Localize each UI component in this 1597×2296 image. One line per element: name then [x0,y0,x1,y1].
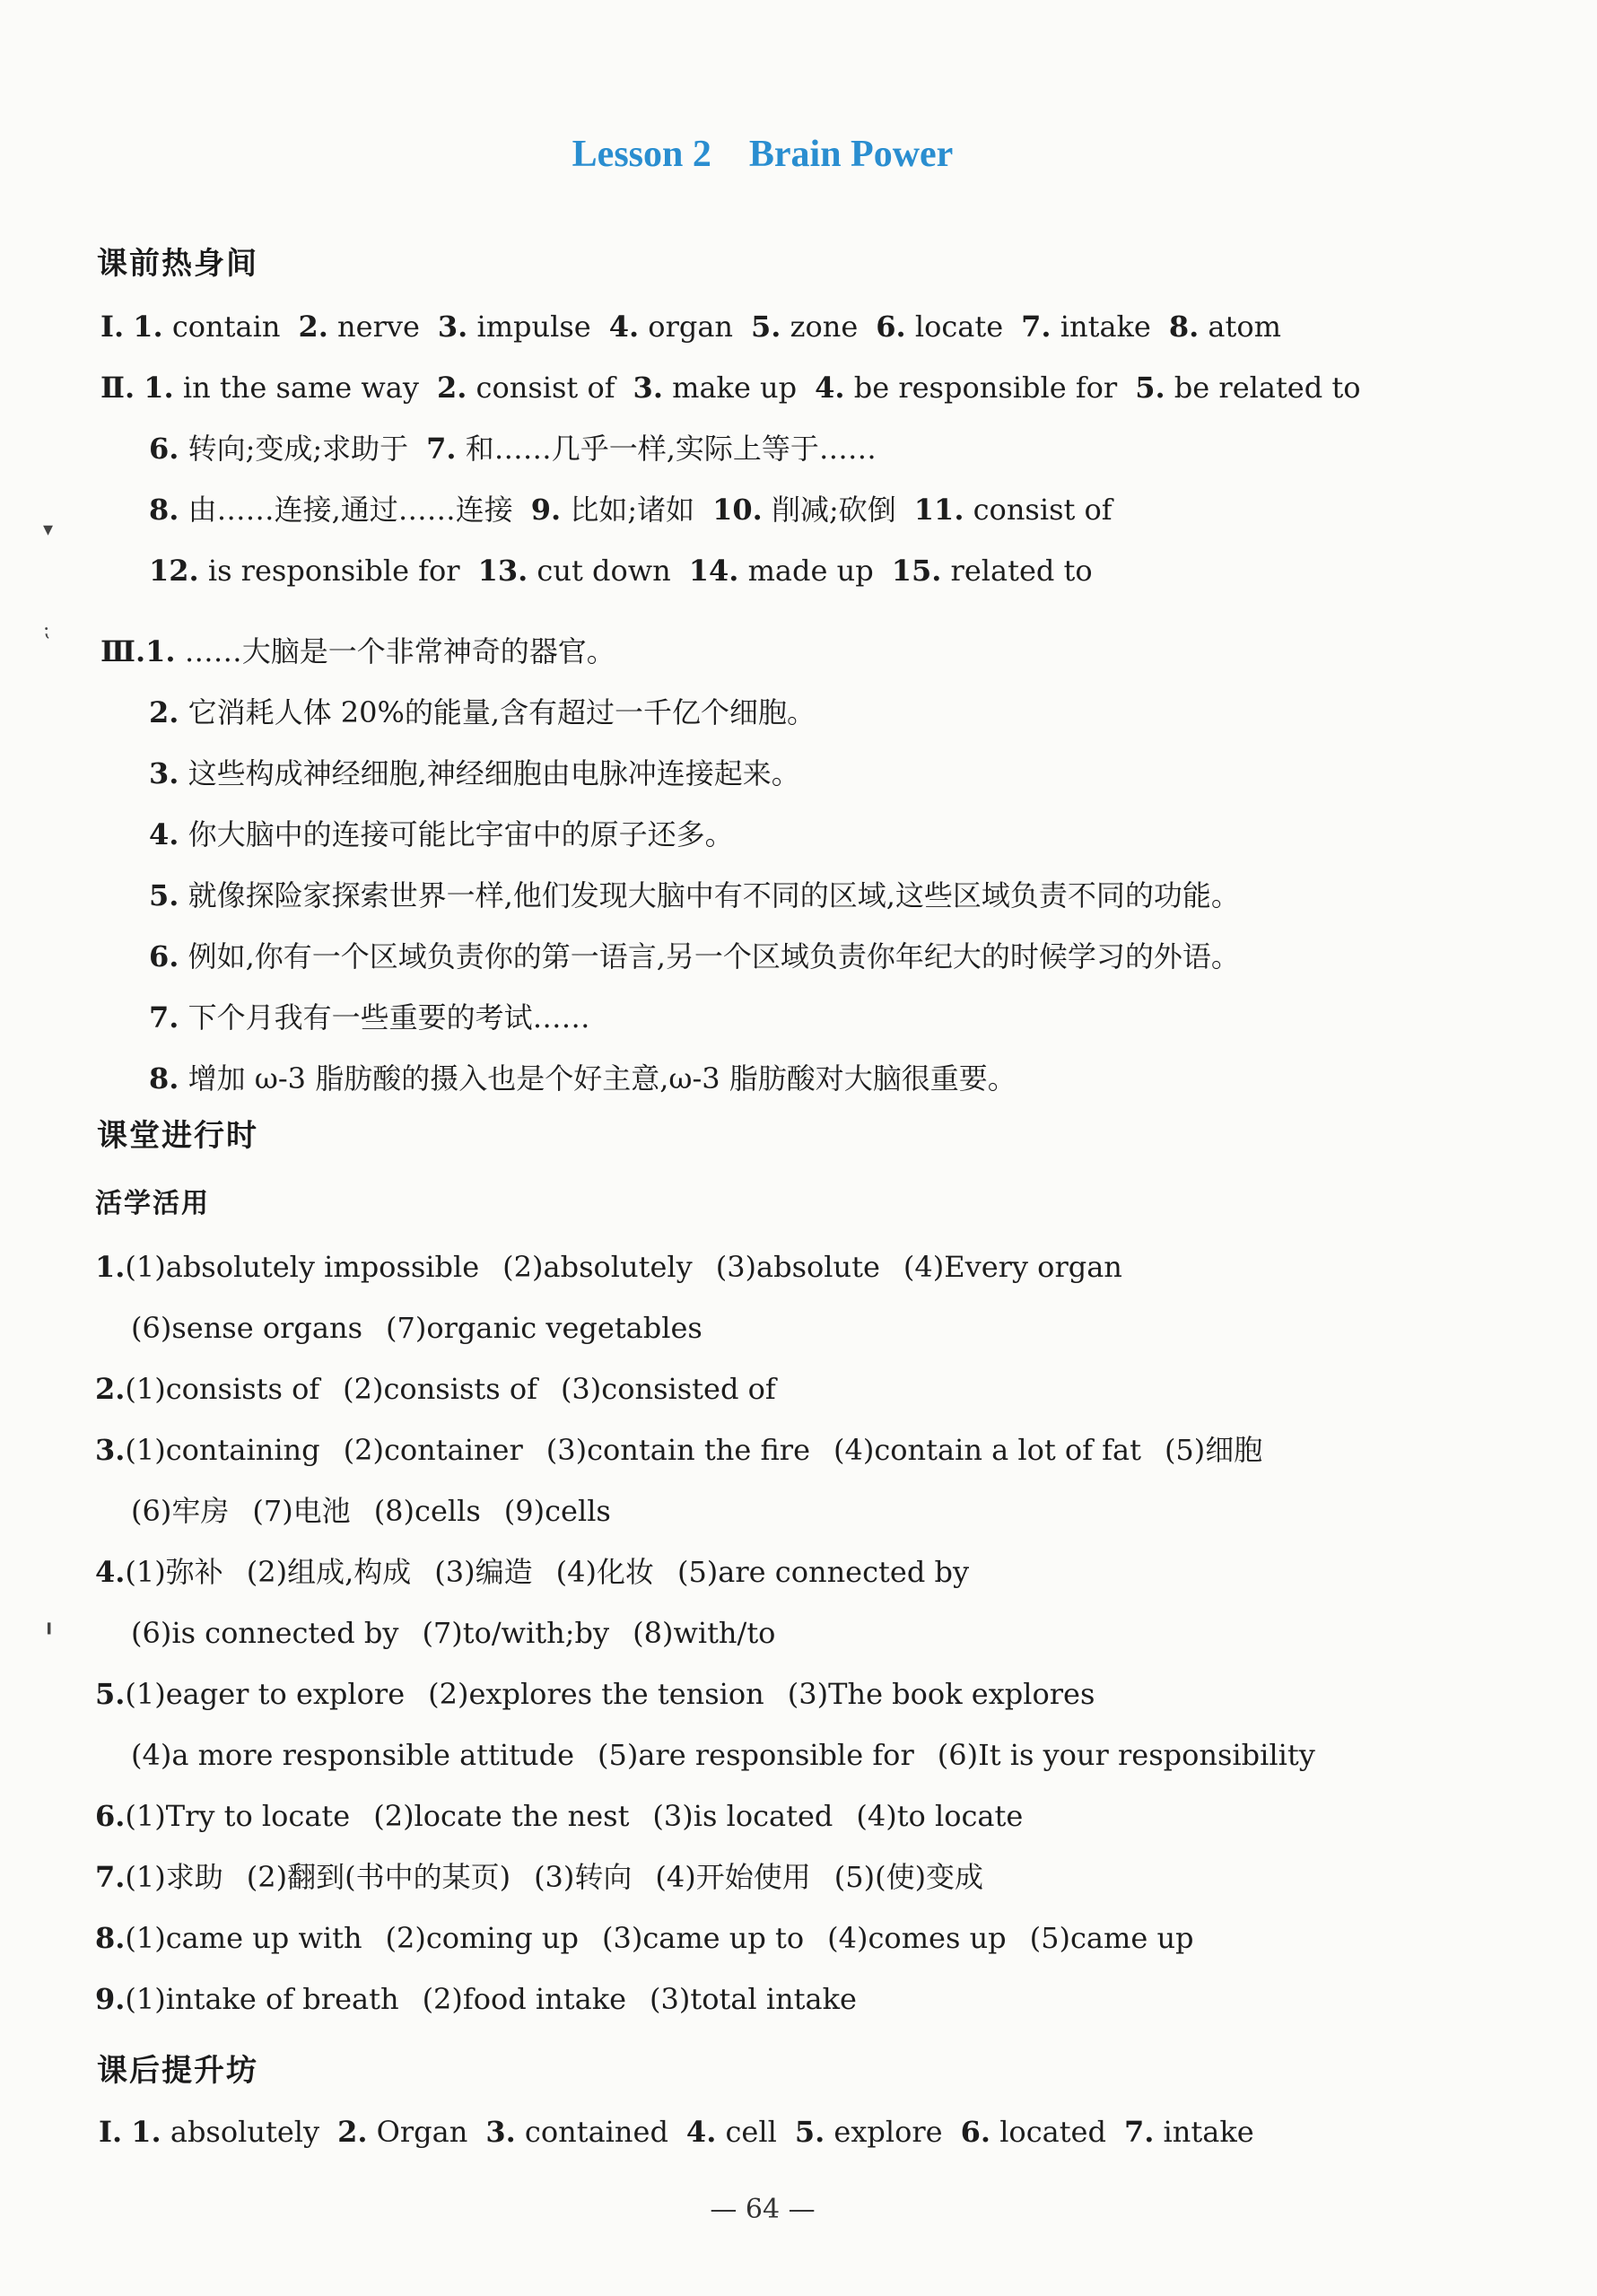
answer-item [438,309,591,345]
answer-item [1169,309,1281,345]
item-number: 6. [960,2115,991,2149]
answer-item [531,492,694,528]
section-warmup-heading: 课前热身间 [97,246,258,282]
practice-answer: (6)牢房 [131,1494,230,1528]
translation-row [149,1000,590,1035]
practice-answer: (3)absolute [715,1250,880,1284]
answer-item [149,553,460,589]
answer-item [478,553,671,589]
item-text: consist of [973,493,1113,527]
answer-item [914,492,1113,528]
practice-answer: (1)consists of [125,1372,320,1406]
translation-row [149,755,800,791]
item-number: 7. [1123,2115,1155,2149]
practice-answer: (3)consisted of [560,1372,776,1406]
answer-item [961,2114,1106,2150]
practice-row [131,1615,775,1651]
item-number: 5. [794,2115,825,2149]
practice-answer: (5)are responsible for [598,1738,914,1772]
practice-answer: (6)sense organs [131,1311,362,1345]
practice-answer: (5)细胞 [1164,1433,1263,1467]
item-number: 5. [751,310,781,344]
item-number: 8. [1168,310,1200,344]
item-number: 5. [95,1677,126,1711]
practice-answer: (7)organic vegetables [385,1311,703,1345]
practice-answer: (1)came up with [125,1921,362,1955]
item-text: located [999,2115,1106,2149]
margin-mark: ▾ [43,519,54,541]
item-number: 1. [144,371,174,405]
practice-row [95,1432,1262,1468]
practice-answer: (1)求助 [125,1860,223,1894]
item-number: 3. [633,371,663,405]
item-number: 1. [145,634,176,668]
part2-row-3 [149,492,1113,528]
translation-row [149,816,734,852]
item-text: contained [524,2115,668,2149]
item-text: intake [1060,310,1151,344]
practice-row [131,1493,611,1529]
practice-answer: (2)explores the tension [428,1677,764,1711]
practice-answer: (6)is connected by [131,1616,399,1650]
roman-numeral: Ⅱ [100,371,125,405]
practice-answer: (1)absolutely impossible [125,1250,480,1284]
item-text: make up [672,371,798,405]
margin-mark: ╹ [43,1624,56,1646]
item-text: 转向;变成;求助于 [188,432,409,466]
answer-item [633,370,798,406]
practice-row [95,1859,983,1895]
item-number: 11. [913,493,964,527]
practice-row [95,1798,1023,1834]
practice-answer: (5)(使)变成 [833,1860,984,1894]
item-text: nerve [337,310,420,344]
practice-answer: (3)is located [652,1799,833,1833]
item-number: 9. [95,1982,126,2016]
answer-item [712,492,896,528]
item-number: 12. [149,554,199,588]
item-number: 7. [149,1000,179,1035]
item-number: 4. [815,371,845,405]
item-text: 它消耗人体 20%的能量,含有超过一千亿个细胞。 [188,695,816,729]
margin-mark: ⁏ [43,619,50,642]
item-number: 5. [1135,371,1165,405]
section-classroom-heading: 课堂进行时 [97,1118,258,1154]
practice-answer: (3)came up to [602,1921,805,1955]
section-practice-heading: 活学活用 [95,1188,210,1219]
answer-item [751,309,858,345]
item-text: absolutely [170,2115,320,2149]
item-text: explore [833,2115,943,2149]
item-number: 14. [688,554,739,588]
practice-answer: (2)consists of [343,1372,537,1406]
item-text: 增加 ω-3 脂肪酸的摄入也是个好主意,ω-3 脂肪酸对大脑很重要。 [188,1061,1017,1096]
roman-numeral: Ⅲ [100,634,135,668]
item-number: 4. [685,2115,717,2149]
item-number: 8. [149,1061,179,1096]
item-number: 1. [133,310,163,344]
practice-row [95,1554,969,1590]
item-number: 7. [1021,310,1052,344]
practice-answer: (5)came up [1029,1921,1194,1955]
item-text: in the same way [182,371,419,405]
item-number: 5. [149,878,179,912]
practice-row [131,1310,703,1346]
part2-row-2 [149,431,877,467]
translation-row: Ⅲ.1. ……大脑是一个非常神奇的器官。 [100,634,615,668]
item-number: 6. [149,939,179,973]
practice-answer: (4)contain a lot of fat [833,1433,1141,1467]
answer-item [1021,309,1151,345]
item-text: intake [1163,2115,1254,2149]
answer-item [437,370,615,406]
item-number: 1. [131,2115,161,2149]
item-text: 就像探险家探索世界一样,他们发现大脑中有不同的区域,这些区域负责不同的功能。 [188,878,1240,912]
item-text: consist of [476,371,615,405]
item-text: locate [914,310,1004,344]
practice-row [131,1737,1315,1773]
answer-item [149,492,513,528]
roman-numeral: Ⅰ [100,310,114,344]
item-text: zone [790,310,859,344]
item-number: 3. [485,2115,516,2149]
item-text: 和……几乎一样,实际上等于…… [465,432,877,466]
item-number: 2. [149,695,179,729]
answer-item [689,553,874,589]
item-text: Organ [376,2115,468,2149]
answer-item [426,431,877,467]
practice-answer: (4)comes up [827,1921,1007,1955]
practice-row [95,1981,857,2017]
translation-row [149,694,816,730]
item-number: 7. [426,432,457,466]
part1-row: Ⅰ. 1. contain 2. nerve 3. impulse 4. organ 5. zone 6. locate 7. intake 8. atom [100,310,1281,344]
item-text: 这些构成神经细胞,神经细胞由电脉冲连接起来。 [188,756,800,790]
answer-item [876,309,1003,345]
item-number: 10. [712,493,763,527]
practice-answer: (8)with/to [633,1616,776,1650]
item-text: impulse [476,310,591,344]
item-number: 3. [437,310,468,344]
item-number: 15. [891,554,942,588]
item-number: 3. [95,1433,126,1467]
item-number: 2. [436,371,467,405]
item-text: cut down [537,554,671,588]
answer-item [686,2114,777,2150]
practice-answer: (6)It is your responsibility [937,1738,1315,1772]
answer-item [892,553,1093,589]
practice-answer: (7)to/with;by [422,1616,610,1650]
answer-item [133,309,280,345]
practice-answer: (4)to locate [856,1799,1024,1833]
item-text: atom [1208,310,1281,344]
practice-row [95,1249,1122,1285]
practice-answer: (3)contain the fire [545,1433,811,1467]
part2-row-4 [149,553,1093,589]
answer-item [149,431,408,467]
answer-item [485,2114,668,2150]
item-text: be responsible for [853,371,1118,405]
item-text: be related to [1174,371,1361,405]
practice-answer: (4)a more responsible attitude [131,1738,575,1772]
practice-answer: (4)Every organ [903,1250,1122,1284]
practice-answer: (2)food intake [422,1982,627,2016]
item-number: 4. [608,310,640,344]
after-row: Ⅰ. 1. absolutely 2. Organ 3. contained 4. cell 5. explore 6. located 7. intake [99,2115,1254,2149]
practice-answer: (2)container [343,1433,523,1467]
item-number: 4. [95,1555,126,1589]
page-number: — 64 — [710,2194,816,2225]
item-number: 2. [95,1372,126,1406]
translation-row [149,938,1240,974]
item-text: related to [950,554,1093,588]
item-text: 比如;诸如 [570,493,695,527]
answer-item [131,2114,319,2150]
item-number: 2. [298,310,328,344]
practice-row [95,1676,1095,1712]
practice-answer: (3)total intake [650,1982,857,2016]
item-text: made up [747,554,874,588]
practice-answer: (1)eager to explore [125,1677,406,1711]
item-number: 6. [876,310,906,344]
item-text: organ [648,310,734,344]
practice-answer: (1)弥补 [125,1555,223,1589]
item-text: 你大脑中的连接可能比宇宙中的原子还多。 [188,817,734,851]
item-number: 3. [149,756,179,790]
practice-answer: (2)组成,构成 [246,1555,412,1589]
translation-row [149,1061,1017,1096]
practice-answer: (1)intake of breath [125,1982,399,2016]
item-text: contain [171,310,281,344]
item-number: 7. [95,1860,126,1894]
item-text: ……大脑是一个非常神奇的器官。 [184,634,615,668]
practice-row [95,1371,776,1407]
item-number: 6. [95,1799,126,1833]
item-text: 削减;砍倒 [771,493,896,527]
practice-answer: (1)Try to locate [125,1799,351,1833]
translation-row [149,877,1240,913]
practice-answer: (2)locate the nest [373,1799,630,1833]
practice-row [95,1920,1194,1956]
item-text: cell [725,2115,777,2149]
practice-answer: (3)编造 [434,1555,533,1589]
practice-answer: (1)containing [125,1433,320,1467]
practice-answer: (2)翻到(书中的某页) [246,1860,511,1894]
item-number: 1. [95,1250,126,1284]
item-text: 例如,你有一个区域负责你的第一语言,另一个区域负责你年纪大的时候学习的外语。 [188,939,1240,973]
section-after-heading: 课后提升坊 [97,2053,258,2089]
answer-item [815,370,1117,406]
item-text: 由……连接,通过……连接 [188,493,513,527]
practice-answer: (8)cells [373,1494,481,1528]
roman-numeral: Ⅰ [99,2115,112,2149]
answer-item [337,2114,467,2150]
answer-item [1124,2114,1254,2150]
answer-item [144,370,419,406]
answer-item [795,2114,943,2150]
item-number: 9. [530,493,562,527]
item-text: 下个月我有一些重要的考试…… [188,1000,590,1035]
practice-answer: (3)The book explores [787,1677,1095,1711]
item-text: is responsible for [207,554,460,588]
item-number: 8. [149,493,179,527]
practice-answer: (4)化妆 [555,1555,654,1589]
answer-item [609,309,733,345]
item-number: 2. [337,2115,368,2149]
answer-item [1135,370,1360,406]
answer-item [298,309,419,345]
practice-answer: (3)转向 [534,1860,633,1894]
item-number: 6. [149,432,179,466]
practice-answer: (9)cells [503,1494,611,1528]
practice-answer: (2)absolutely [502,1250,693,1284]
item-number: 8. [95,1921,126,1955]
practice-answer: (7)电池 [252,1494,351,1528]
practice-answer: (5)are connected by [676,1555,970,1589]
practice-answer: (4)开始使用 [655,1860,811,1894]
practice-answer: (2)coming up [385,1921,579,1955]
part2-row-1: Ⅱ. 1. in the same way 2. consist of 3. make up 4. be responsible for 5. be related to [100,371,1361,405]
page-title: Lesson 2 Brain Power [572,134,954,175]
item-number: 4. [149,817,179,851]
item-number: 13. [477,554,528,588]
